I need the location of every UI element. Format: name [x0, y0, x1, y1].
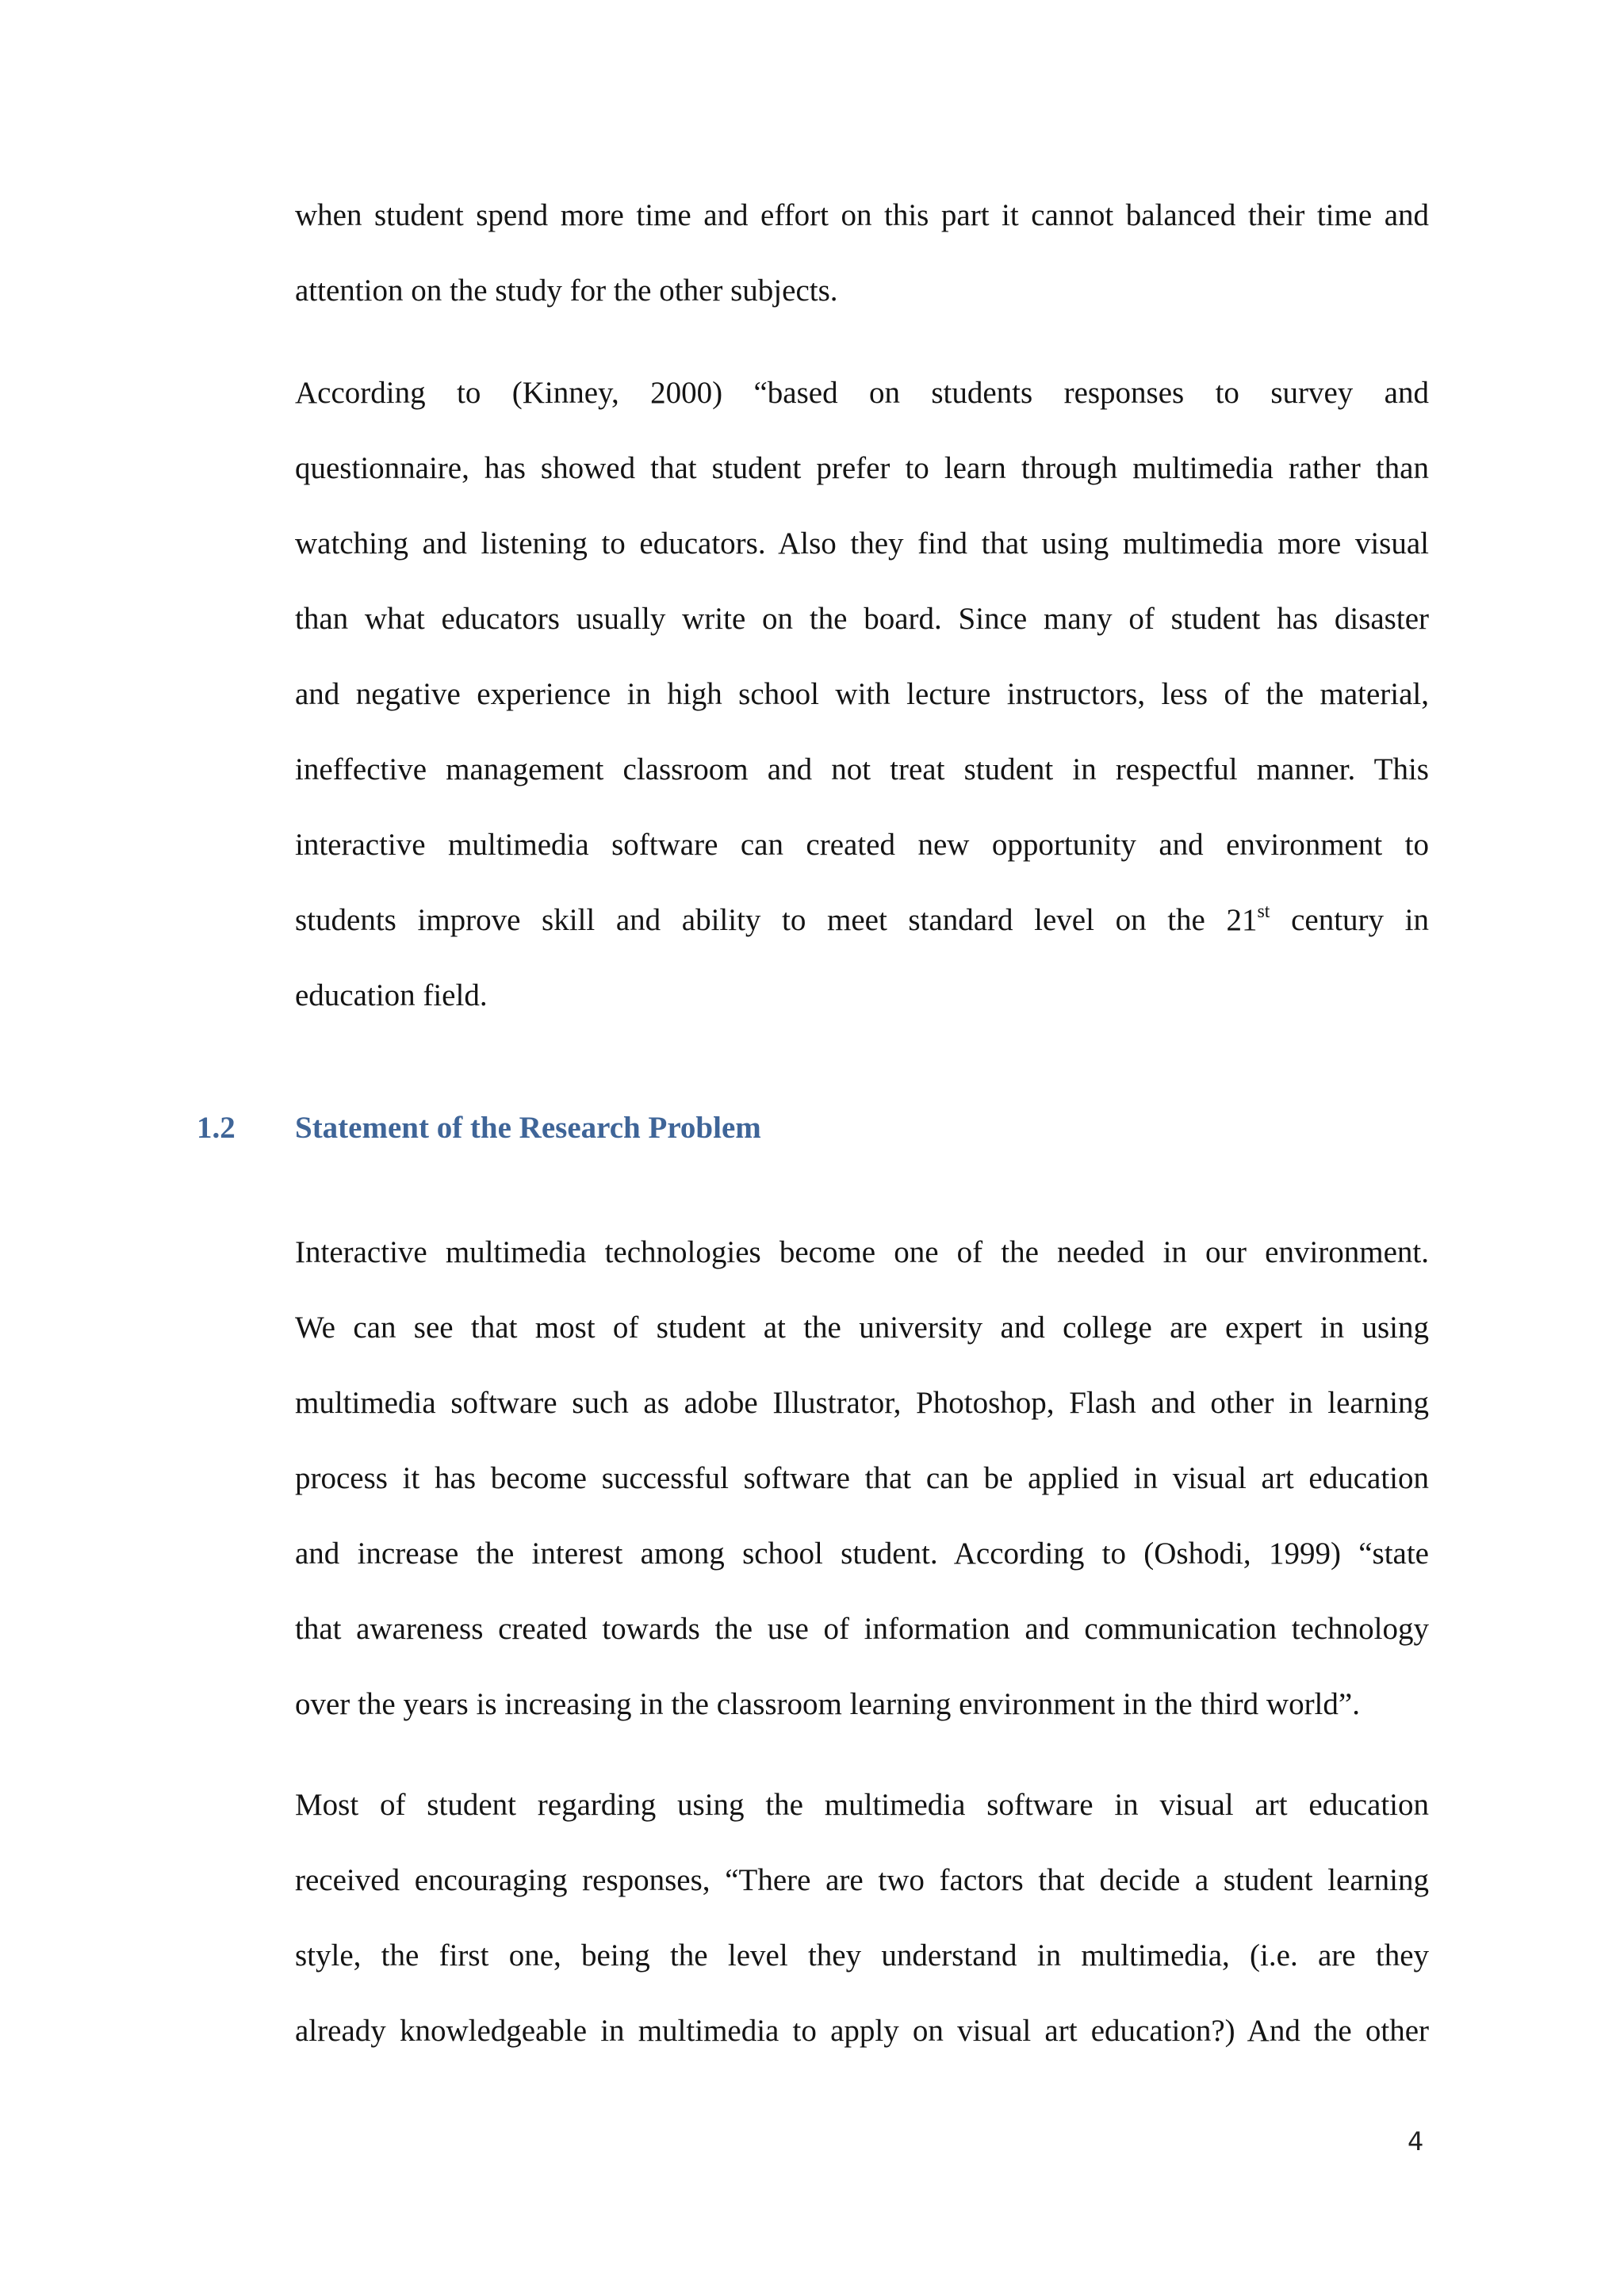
text-line: attention on the study for the other subjects.: [295, 274, 838, 308]
text-line: education field.: [295, 978, 488, 1012]
text-line: already knowledgeable in multimedia to apply on visual art education?) And the other: [295, 2014, 1429, 2048]
text-line: than what educators usually write on the board. Since many of student has disaster: [295, 602, 1429, 636]
text-line: Most of student regarding using the multimedia software in visual art education: [295, 1788, 1429, 1822]
text-line: interactive multimedia software can created new opportunity and environment to: [295, 828, 1429, 862]
text-line: watching and listening to educators. Also they find that using multimedia more visual: [295, 526, 1429, 561]
paragraph-student-responses: [295, 1767, 1429, 2068]
text-line: ineffective management classroom and not treat student in respectful manner. This: [295, 752, 1429, 786]
text-line: that awareness created towards the use of information and communication technology: [295, 1612, 1429, 1646]
text-line: questionnaire, has showed that student prefer to learn through multimedia rather than: [295, 451, 1429, 485]
text-line: process it has become successful software that can be applied in visual art education: [295, 1461, 1429, 1495]
paragraph-kinney-citation: [295, 355, 1429, 1033]
section-number: 1.2: [197, 1111, 236, 1145]
page-number: 4: [1408, 2126, 1424, 2156]
text-line: and increase the interest among school student. According to (Oshodi, 1999) “state: [295, 1536, 1429, 1571]
section-title: Statement of the Research Problem: [295, 1111, 761, 1145]
text-line: We can see that most of student at the university and college are expert in using: [295, 1311, 1429, 1345]
text-segment: century in: [1270, 903, 1430, 937]
text-line: style, the first one, being the level they understand in multimedia, (i.e. are they: [295, 1938, 1429, 1973]
paragraph-continuation: [295, 178, 1429, 328]
paragraph-research-problem: [295, 1215, 1429, 1742]
ordinal-superscript: st: [1257, 901, 1270, 922]
text-line: multimedia software such as adobe Illustrator, Photoshop, Flash and other in learning: [295, 1386, 1429, 1420]
text-line: According to (Kinney, 2000) “based on students responses to survey and: [295, 376, 1429, 410]
text-line: over the years is increasing in the classroom learning environment in the third world”.: [295, 1687, 1360, 1721]
text-line: and negative experience in high school with lecture instructors, less of the material,: [295, 677, 1429, 711]
text-line: Interactive multimedia technologies become one of the needed in our environment.: [295, 1235, 1429, 1269]
text-line: when student spend more time and effort on this part it cannot balanced their time and: [295, 198, 1429, 232]
text-segment: students improve skill and ability to meet standard level on the 21: [295, 903, 1258, 937]
text-line-with-superscript: [295, 882, 1429, 958]
text-line: received encouraging responses, “There are two factors that decide a student learning: [295, 1863, 1429, 1897]
